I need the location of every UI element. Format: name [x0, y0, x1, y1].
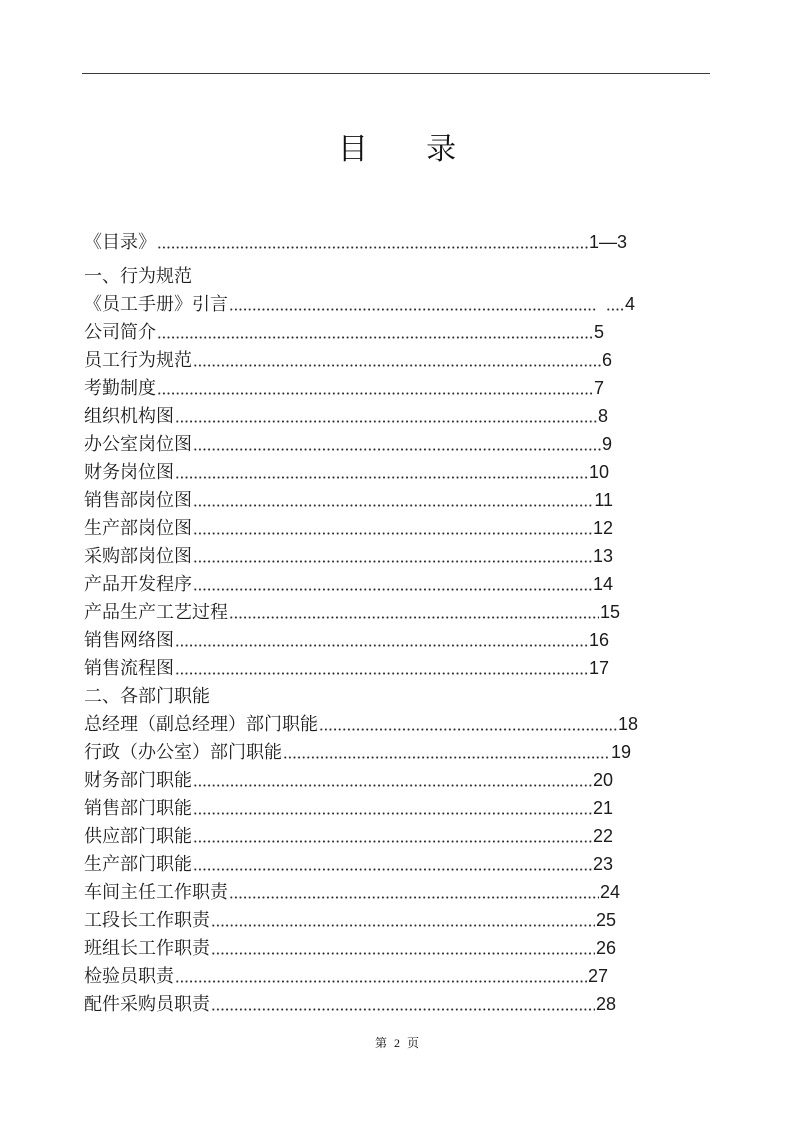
toc-entry	[84, 346, 612, 374]
toc-entry	[84, 228, 627, 256]
toc-leader-gap	[597, 290, 605, 318]
toc-dot-leader	[193, 346, 601, 374]
toc-entry-label: 生产部门职能	[84, 854, 192, 874]
toc-entry	[84, 710, 638, 738]
toc-entry-label: 财务部门职能	[84, 770, 192, 790]
toc-page-number: 28	[595, 994, 616, 1014]
toc-section-heading: 一、行为规范	[84, 266, 192, 286]
toc-entry	[84, 318, 604, 346]
toc-page-number: 9	[601, 434, 612, 454]
toc-dot-leader	[193, 514, 592, 542]
toc-entry-label: 行政（办公室）部门职能	[84, 742, 282, 762]
toc-dot-leader	[193, 542, 592, 570]
toc-entry-label: 销售部门职能	[84, 798, 192, 818]
toc-page-number: 24	[599, 882, 620, 902]
toc-entry-label: 工段长工作职责	[84, 910, 210, 930]
toc-dot-leader	[175, 402, 597, 430]
toc-page-number: 12	[592, 518, 613, 538]
toc-page-number: 22	[592, 826, 613, 846]
toc-entry	[84, 794, 613, 822]
header-rule	[82, 73, 710, 74]
toc-page-number: 16	[588, 630, 609, 650]
toc-entry	[84, 486, 613, 514]
toc-entry-label: 车间主任工作职责	[84, 882, 228, 902]
toc-entry-label: 总经理（副总经理）部门职能	[84, 714, 318, 734]
toc-entry-label: 产品开发程序	[84, 574, 192, 594]
toc-page-number: 21	[592, 798, 613, 818]
toc-entry	[84, 430, 612, 458]
toc-entry-label: 办公室岗位图	[84, 434, 192, 454]
toc-page-number: 5	[593, 322, 604, 342]
toc-entry	[84, 906, 616, 934]
toc-page-number: 15	[599, 602, 620, 622]
toc-page-number: 7	[593, 378, 604, 398]
toc-entry-label: 公司简介	[84, 322, 156, 342]
toc-dot-leader	[175, 458, 588, 486]
toc-page-number: 1—3	[588, 232, 627, 252]
toc-dot-leader	[283, 738, 610, 766]
toc-dot-leader	[211, 990, 595, 1018]
toc-entry-label: 供应部门职能	[84, 826, 192, 846]
toc-dot-leader	[211, 906, 595, 934]
toc-page-number: 10	[588, 462, 609, 482]
toc-entry	[84, 290, 635, 318]
toc-page-number: 13	[592, 546, 613, 566]
toc-dot-leader	[175, 962, 587, 990]
toc-dot-leader	[606, 290, 624, 318]
toc-page-number: 18	[617, 714, 638, 734]
toc-dot-leader	[229, 290, 596, 318]
toc-entry-label: 产品生产工艺过程	[84, 602, 228, 622]
toc-dot-leader	[193, 430, 601, 458]
page-title: 目 录	[337, 133, 457, 166]
toc-section-heading: 二、各部门职能	[84, 686, 210, 706]
toc-entry-label: 组织机构图	[84, 406, 174, 426]
toc-entry	[84, 654, 609, 682]
toc-entry	[84, 514, 613, 542]
toc-entry-label: 生产部岗位图	[84, 518, 192, 538]
toc-entry	[84, 850, 613, 878]
toc-entry-label: 销售网络图	[84, 630, 174, 650]
toc-entry	[84, 766, 613, 794]
toc-entry-label: 销售部岗位图	[84, 490, 192, 510]
toc-dot-leader	[175, 626, 588, 654]
toc-entry	[84, 570, 613, 598]
toc-entry-label: 销售流程图	[84, 658, 174, 678]
toc-entry	[84, 738, 631, 766]
toc-dot-leader	[193, 794, 592, 822]
toc-entry	[84, 962, 608, 990]
table-of-contents	[84, 228, 704, 1018]
toc-entry	[84, 934, 616, 962]
toc-entry-label: 《目录》	[84, 232, 156, 252]
toc-entry-label: 《员工手册》引言	[84, 294, 228, 314]
toc-dot-leader	[193, 850, 592, 878]
toc-entry	[84, 626, 609, 654]
toc-page-number: 6	[601, 350, 612, 370]
toc-entry	[84, 878, 620, 906]
toc-entry	[84, 598, 620, 626]
toc-page-number: 26	[595, 938, 616, 958]
toc-entry-label: 考勤制度	[84, 378, 156, 398]
toc-entry	[84, 458, 609, 486]
toc-dot-leader	[193, 766, 592, 794]
toc-page-number: 27	[587, 966, 608, 986]
toc-dot-leader	[175, 654, 588, 682]
toc-page-number: 8	[597, 406, 608, 426]
toc-entry	[84, 402, 608, 430]
toc-dot-leader	[157, 374, 593, 402]
toc-dot-leader	[193, 486, 593, 514]
toc-entry-label: 班组长工作职责	[84, 938, 210, 958]
toc-entry	[84, 990, 616, 1018]
toc-page-number: 23	[592, 854, 613, 874]
toc-page-number: 19	[610, 742, 631, 762]
toc-dot-leader	[319, 710, 617, 738]
toc-dot-leader	[157, 318, 593, 346]
toc-page-number: 17	[588, 658, 609, 678]
toc-page-number: 25	[595, 910, 616, 930]
toc-page-number: 14	[592, 574, 613, 594]
page-footer: 第 2 页	[374, 1036, 419, 1050]
toc-entry-label: 财务岗位图	[84, 462, 174, 482]
toc-dot-leader	[193, 570, 592, 598]
toc-dot-leader	[229, 598, 599, 626]
toc-page-number: 11	[594, 490, 613, 510]
toc-entry-label: 员工行为规范	[84, 350, 192, 370]
toc-page-number: 20	[592, 770, 613, 790]
toc-dot-leader	[211, 934, 595, 962]
toc-page-number: 4	[624, 294, 635, 314]
toc-entry-label: 检验员职责	[84, 966, 174, 986]
toc-entry	[84, 542, 613, 570]
toc-dot-leader	[229, 878, 599, 906]
toc-dot-leader	[193, 822, 592, 850]
toc-entry-label: 配件采购员职责	[84, 994, 210, 1014]
toc-entry	[84, 822, 613, 850]
toc-entry-label: 采购部岗位图	[84, 546, 192, 566]
toc-dot-leader	[157, 228, 588, 256]
toc-entry	[84, 374, 604, 402]
